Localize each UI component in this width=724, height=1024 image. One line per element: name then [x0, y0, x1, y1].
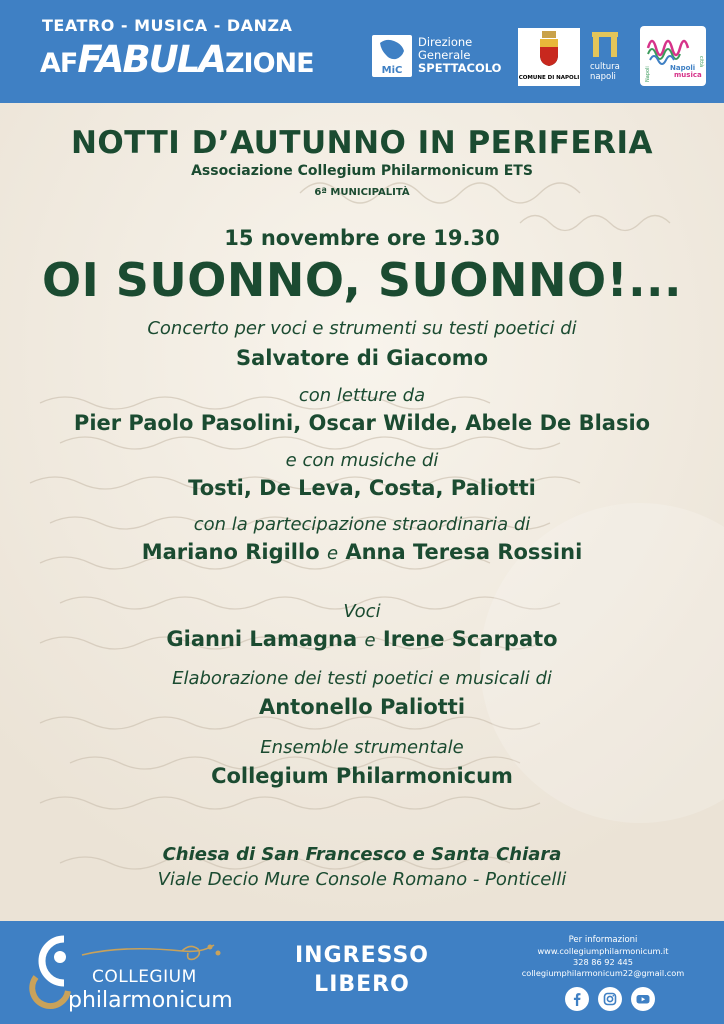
youtube-icon[interactable]: [631, 987, 655, 1011]
poet-name: Salvatore di Giacomo: [235, 346, 489, 370]
festival-logo: AFFABULAZIONE: [40, 38, 314, 81]
arrangement-intro: Elaborazione dei testi poetici e musicali di: [172, 668, 552, 689]
ensemble: Collegium Philarmonicum: [211, 764, 513, 788]
crest-icon: [538, 31, 560, 67]
instagram-icon[interactable]: [598, 987, 622, 1011]
svg-text:città: città: [698, 56, 704, 68]
show-title: OI SUONNO, SUONNO!...: [42, 253, 682, 307]
guests-conjunction: e: [326, 543, 339, 564]
venue: Chiesa di San Francesco e Santa Chiara: [162, 844, 562, 865]
music-intro: e con musiche di: [285, 450, 439, 471]
date-time: 15 novembre ore 19.30: [224, 226, 500, 250]
header-band: [0, 0, 724, 103]
facebook-icon[interactable]: [565, 987, 589, 1011]
guests-intro: con la partecipazione straordinaria di: [193, 514, 531, 535]
comune-napoli-logo: COMUNE DI NAPOLI: [518, 28, 580, 86]
svg-text:Napoli: Napoli: [670, 64, 696, 72]
footer-band: [0, 921, 724, 1024]
svg-text:Napoli: Napoli: [645, 66, 651, 82]
organizer: Associazione Collegium Philarmonicum ETS: [191, 163, 533, 179]
guest-1: Mariano Rigillo: [141, 540, 320, 564]
voice-2: Irene Scarpato: [382, 627, 558, 651]
brand-line-2: philarmonicum: [68, 988, 233, 1013]
ministry-text: Direzione Generale SPETTACOLO: [418, 35, 502, 75]
cultura-napoli-logo: cultura napoli: [590, 30, 634, 84]
intro-text: Concerto per voci e strumenti su testi poetici di: [147, 318, 577, 339]
svg-text:musica: musica: [674, 71, 702, 79]
series-title: NOTTI D’AUTUNNO IN PERIFERIA: [70, 125, 654, 161]
email-link[interactable]: collegiumphilarmonicum22@gmail.com: [521, 968, 685, 978]
ensemble-intro: Ensemble strumentale: [260, 737, 464, 758]
voices-conjunction: e: [364, 630, 376, 651]
voice-1: Gianni Lamagna: [166, 627, 358, 651]
guests: [0, 540, 724, 564]
mic-emblem-icon: [372, 35, 412, 77]
municipality: 6ª MUNICIPALITÀ: [314, 187, 410, 198]
guest-2: Anna Teresa Rossini: [345, 540, 583, 564]
voices-intro: Voci: [343, 601, 381, 622]
collegium-logo: [22, 933, 232, 1017]
website-link[interactable]: www.collegiumphilarmonicum.it: [537, 946, 669, 956]
voices: [0, 627, 724, 651]
contact-info: [498, 935, 708, 979]
admission: INGRESSO LIBERO: [294, 943, 430, 997]
readings-intro: con letture da: [298, 385, 426, 406]
address: Viale Decio Mure Console Romano - Ponticelli: [157, 869, 567, 890]
tagline: TEATRO - MUSICA - DANZA: [42, 16, 293, 35]
composers: Tosti, De Leva, Costa, Paliotti: [188, 476, 536, 500]
gate-icon: [590, 30, 620, 58]
info-title: Per informazioni: [568, 935, 638, 945]
phone-number[interactable]: 328 86 92 445: [573, 957, 633, 967]
brand-line-1: COLLEGIUM: [92, 967, 197, 987]
music-wave-icon: [640, 26, 706, 86]
arranger: Antonello Paliotti: [258, 695, 466, 719]
napoli-musica-logo: [640, 26, 706, 86]
readings-authors: Pier Paolo Pasolini, Oscar Wilde, Abele De Blasio: [73, 411, 651, 435]
mic-logo: [372, 35, 412, 77]
svg-text:MiC: MiC: [381, 65, 403, 76]
